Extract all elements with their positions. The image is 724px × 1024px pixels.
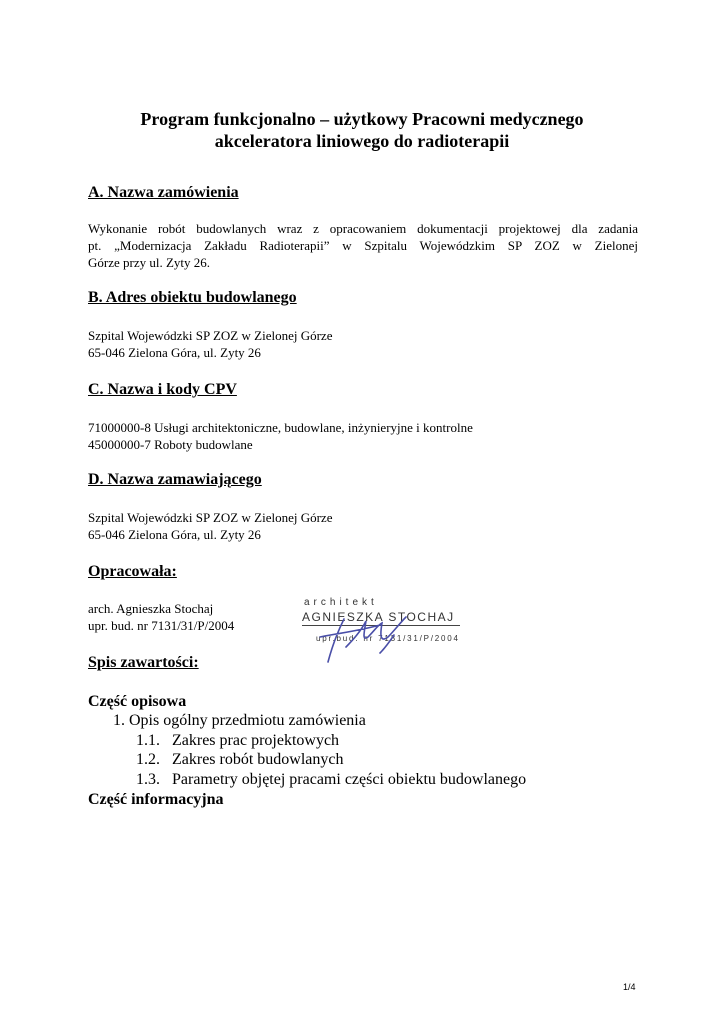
section-b-heading: B. Adres obiektu budowlanego <box>88 289 297 306</box>
toc-item-1: 1. Opis ogólny przedmiotu zamówienia <box>113 712 366 729</box>
toc-item-1-2: 1.2. Zakres robót budowlanych <box>136 751 344 768</box>
stamp-line-3: upr.bud. nr 7131/31/P/2004 <box>316 634 460 643</box>
title-line-1: Program funkcjonalno – użytkowy Pracowni medycznego <box>140 109 584 129</box>
section-a-line-1: Wykonanie robót budowlanych wraz z opracowaniem dokumentacji projektowej dla zadania <box>88 221 638 236</box>
section-c-text <box>88 419 473 453</box>
title-line-2: akceleratora liniowego do radioterapii <box>214 131 510 151</box>
section-a-text <box>88 220 638 271</box>
section-b-line-2: 65-046 Zielona Góra, ul. Zyty 26 <box>88 345 261 360</box>
section-a-heading: A. Nazwa zamówienia <box>88 184 239 201</box>
author-text <box>88 600 234 634</box>
section-a-line-3: Górze przy ul. Zyty 26. <box>88 255 211 270</box>
section-d-line-1: Szpital Wojewódzki SP ZOZ w Zielonej Górze <box>88 510 333 525</box>
section-d-text <box>88 509 332 543</box>
section-a-line-2: pt. „Modernizacja Zakładu Radioterapii” w Szpitalu Wojewódzkim SP ZOZ w Zielonej <box>88 238 638 253</box>
section-c-heading: C. Nazwa i kody CPV <box>88 381 237 398</box>
section-c-line-2: 45000000-7 Roboty budowlane <box>88 437 253 452</box>
toc-heading: Spis zawartości: <box>88 654 199 671</box>
author-license: upr. bud. nr 7131/31/P/2004 <box>88 618 235 633</box>
stamp-line-2: AGNIESZKA STOCHAJ <box>302 610 455 624</box>
stamp-line-1: architekt <box>304 597 378 608</box>
author-heading: Opracowała: <box>88 563 177 580</box>
section-d-heading: D. Nazwa zamawiającego <box>88 471 262 488</box>
section-c-line-1: 71000000-8 Usługi architektoniczne, budowlane, inżynieryjne i kontrolne <box>88 420 473 435</box>
toc-part-1: Część opisowa <box>88 693 187 710</box>
toc-item-1-3: 1.3. Parametry objętej pracami części obiektu budowlanego <box>136 771 527 788</box>
section-d-line-2: 65-046 Zielona Góra, ul. Zyty 26 <box>88 527 261 542</box>
toc-part-2: Część informacyjna <box>88 791 224 808</box>
toc-item-1-1: 1.1. Zakres prac projektowych <box>136 732 340 749</box>
section-b-text <box>88 327 332 361</box>
signature-icon <box>310 607 420 672</box>
architect-stamp <box>300 597 480 672</box>
document-title <box>0 108 724 152</box>
section-b-line-1: Szpital Wojewódzki SP ZOZ w Zielonej Górze <box>88 328 333 343</box>
author-name: arch. Agnieszka Stochaj <box>88 601 214 616</box>
page-number: 1/4 <box>623 982 636 992</box>
